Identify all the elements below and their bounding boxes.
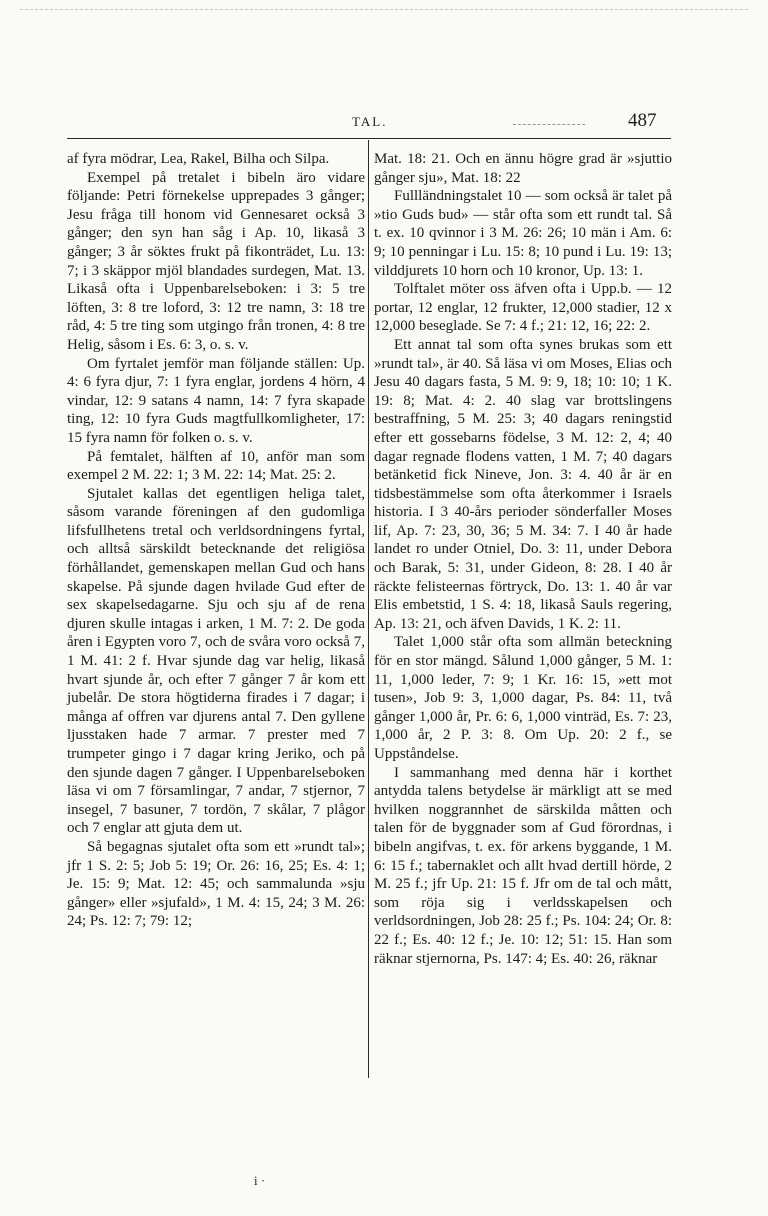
paragraph: Ett annat tal som ofta synes brukas som ett »rundt tal», är 40. Så läsa vi om Moses, Elias och Jesu 40 dagars fasta, 5 M. 9: 9, 18; 10: 10; 1 K. 19: 8; Mat. 4: 2. 40 slag var brottslingens bestraffning, 5 M. 25: 3; 40 dagars reningstid efter ett gossebarns födelse, 3 M. 12: 2, 4; 40 dagar regnade flodens vatten, 1 M. 7; 40 dagars betänketid fick Nineve, Jon. 3: 4. 40 år är en tidsbestämmelse som ofta återkommer i Israels historia. I 3 40-års perioder sönderfaller Moses lif, Ap. 7: 23, 30, 36; 5 M. 34: 7. I 40 år hade landet ro under Otniel, Do. 3: 11, under Debora och Barak, 5: 31, under Gideon, 8: 28. I 40 år räckte felisteernas förtryck, Do. 13: 1. 40 år var Elis embetstid, 1 S. 4: 18, likaså Sauls regering, Ap. 13: 21, och äfven Davids, 1 K. 2: 11. [374, 336, 672, 632]
paragraph: Exempel på tretalet i bibeln äro vidare följande: Petri förnekelse upprepades 3 gånger; Jesu fråga till honom vid Gennesaret också 3 gånger; den syn han såg i Ap. 10, likaså 3 gånger; 3 år söktes frukt på fikonträdet, Lu. 13: 7; i 3 skäppor mjöl blandades surdegen, Mat. 13. Likaså ofta i Uppenbarelseboken: i 3: 5 tre löften, 3: 8 tre loford, 3: 12 tre namn, 3: 18 tre råd, 4: 5 tre ting som utgingo från tronen, 4: 8 tre Helig, såsom i Es. 6: 3, o. s. v. [67, 169, 365, 353]
header-dashes [513, 124, 585, 125]
paragraph: Sjutalet kallas det egentligen heliga talet, såsom varande föreningen af den gudomliga lifsfullhetens tretal och verldsordningens fyrtal, och alltså särskildt betecknande det religiösa förhållandet, gemenskapen mellan Gud och hans skapelse. På sjunde dagen hvilade Gud efter de sex skapelsedagarne. Sju och sju af de rena djuren skulle intagas i arken, 1 M. 7: 2. De goda åren i Egypten voro 7, och de svåra voro också 7, 1 M. 41: 2 f. Hvar sjunde dag var helig, likaså hvart sjunde år, och efter 7 gånger 7 år kom ett jubelår. De stora högtiderna firades i 7 dagar; i många af offren var djurens antal 7. Den gyllene ljusstaken hade 7 armar. 7 prester med 7 trumpeter gingo i 7 dagar kring Jeriko, och på den sjunde dagen 7 gånger. I Uppenbarelseboken läsa vi om 7 församlingar, 7 andar, 7 stjernor, 7 insegel, 7 basuner, 7 tordön, 7 skålar, 7 plågor och 7 englar att gjuta dem ut. [67, 485, 365, 837]
paragraph: Mat. 18: 21. Och en ännu högre grad är »sjuttio gånger sju», Mat. 18: 22 [374, 151, 672, 186]
right-column [374, 150, 672, 968]
running-head [0, 112, 768, 134]
paragraph: I sammanhang med denna här i korthet antydda talens betydelse är märkligt att se med hvilken noggrannhet de särskilda måtten och talen för de byggnader som af Gud förordnas, i bibeln angifvas, t. ex. för arkens byggande, 1 M. 6: 15 f.; tabernaklet och allt hvad dertill hörde, 2 M. 25 f.; jfr Up. 21: 15 f. Jfr om de tal och mått, som röja sig i verldsskapelsen och verldsordningen, Job 28: 25 f.; Ps. 104: 24; Or. 8: 22 f.; Es. 40: 12 f.; Je. 10: 12; 51: 15. Han som räknar stjernorna, Ps. 147: 4; Es. 40: 26, räknar [374, 764, 672, 967]
footer-mark: i · [254, 1173, 266, 1188]
paragraph: Talet 1,000 står ofta som allmän beteckning för en stor mängd. Sålund 1,000 gånger, 5 M. 1: 11, 1,000 leder, 7: 9; 1 Kr. 16: 15, »ett mot tusen», Job 9: 3, 1,000 dagar, Ps. 84: 11, två gånger 1,000 år, Pr. 6: 6, 1,000 vinträd, Es. 7: 23, 1,000 år, 2 P. 3: 8. Om Up. 20: 2 f., se Uppståndelse. [374, 634, 672, 762]
left-column [67, 150, 365, 931]
paragraph: Så begagnas sjutalet ofta som ett »rundt tal»; jfr 1 S. 2: 5; Job 5: 19; Or. 26: 16, 25; Es. 4: 1; Je. 15: 9; Mat. 12: 45; och sammalunda »sju gånger» eller »sjufald», 1 M. 4: 15, 24; 3 M. 26: 24; Ps. 12: 7; 79: 12; [67, 838, 365, 930]
header-rule [67, 138, 671, 139]
top-edge-rule [20, 9, 748, 10]
paragraph: Om fyrtalet jemför man följande ställen: Up. 4: 6 fyra djur, 7: 1 fyra englar, jordens 4 hörn, 4 vindar, 12: 9 satans 4 namn, 14: 7 fyra skapade ting, 12: 10 fyra Guds magtfullkomligheter, 17: 15 fyra namn för folken o. s. v. [67, 355, 365, 446]
paragraph: Tolftalet möter oss äfven ofta i Upp.b. — 12 portar, 12 englar, 12 frukter, 12,000 stadier, 12 x 12,000 beseglade. Se 7: 4 f.; 21: 12, 16; 22: 2. [374, 281, 672, 335]
column-divider [368, 140, 369, 1078]
paragraph: Fullländningstalet 10 — som också är talet på »tio Guds bud» — står ofta som ett rundt tal. Så t. ex. 10 qvinnor i 3 M. 26: 26; 10 män i Am. 6: 9; 10 penningar i Lu. 15: 8; 10 pund i Lu. 19: 13; vilddjurets 10 horn och 10 kronor, Up. 13: 1. [374, 188, 672, 279]
page-title: TAL. [352, 114, 388, 129]
paragraph: På femtalet, hälften af 10, anför man som exempel 2 M. 22: 1; 3 M. 22: 14; Mat. 25: 2. [67, 448, 365, 484]
paragraph: af fyra mödrar, Lea, Rakel, Bilha och Silpa. [67, 151, 330, 167]
page-number: 487 [628, 110, 657, 131]
